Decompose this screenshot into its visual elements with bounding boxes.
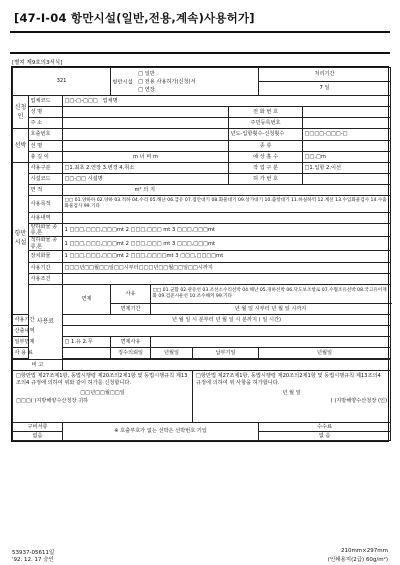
fee-amount-field[interactable] (63, 347, 111, 358)
unload-label: 양하화물 종류,톤 (29, 224, 63, 237)
work-type-value[interactable]: □1.입항 2.이선 (303, 163, 391, 174)
area-value[interactable] (63, 185, 391, 196)
calc-label: 산출내역 (13, 325, 29, 336)
partial-reason-label: 면제사유 (111, 336, 151, 347)
name-field[interactable] (63, 107, 229, 118)
paper-size: 210mm×297mm (340, 548, 388, 554)
option-extension[interactable]: □ 연장 (138, 86, 155, 93)
ship-type-field[interactable] (303, 141, 391, 152)
permit-form (11, 66, 389, 442)
address-label: 주 소 (29, 118, 63, 129)
use-type-value[interactable]: □1.최초 2.연장 3.변경 4.취소 (63, 163, 229, 174)
processing-period-label: 처리기간 (259, 68, 390, 82)
load-label: 적하화물 종류,톤 (29, 237, 63, 250)
stamp-fee-label: 수수료 (259, 422, 391, 431)
phone-label: 전 화 번 호 (229, 107, 303, 118)
use-period-value[interactable]: □□□년□□월□□일□□시부터□□□년□□월□□일□□시까지 (63, 262, 391, 273)
declaration-right-sign: ( )지방해양수산청장 (인) (330, 398, 388, 405)
form-number: [별지 제9호의3서식] (12, 60, 63, 66)
use-type-label: 사용구분 (29, 163, 63, 174)
unload-value[interactable]: 1 □□□,□□□,□□□mt 2 □□□,□□□ mt 3 □□□,□□□mt (63, 224, 391, 237)
permit-no-field[interactable] (303, 174, 391, 185)
exempt-period-label: 면제기간 (111, 303, 151, 314)
ship-type-label: 종 류 (229, 141, 303, 152)
partial-reason-field[interactable] (151, 336, 391, 347)
declaration-right-text: □항만법 제27조제1항, 동법시행령 제20조의2제1항 및 동법시행규칙 제13조의4 규정에 의하여 위 사항을 허가합니다. (196, 372, 381, 386)
request-date-label: 징수의뢰일 (111, 347, 151, 358)
declaration-left-sign: □□□( )지방해양수산청장 귀하 (16, 398, 89, 405)
facility-label: 항만시설 (112, 79, 133, 85)
fee-period-label: 사용기간 (13, 314, 29, 325)
call-sign-field[interactable] (63, 129, 229, 141)
storage-label: 장치화물 (29, 250, 63, 262)
details-field[interactable] (63, 213, 391, 224)
fee-period-value[interactable]: 년 월 일 시 분부터 년 월 일 시 분까지 ( 일 시간) (63, 314, 391, 325)
facility-group-label: 항만시설 (13, 163, 29, 315)
purpose-value[interactable]: □□ 01.양하하 02.양하 03.적하 04.수리 05.해난 06.급유 07.접안대기 08.화물대기 09.상가대기 10.출항대기 11.하실하역 12.계선 13.수입화물검사 14.수출화물검사 99.기타 (63, 196, 391, 213)
fee-label: 사 용 료 (13, 347, 29, 358)
permit-no-label: 허 가 번 호 (229, 174, 303, 185)
option-dedicated[interactable]: □ 전용 사용허가(신청)서 (138, 78, 196, 85)
facility-code-label: 시설코드 (29, 174, 63, 185)
request-date-value[interactable]: 년월일 (151, 347, 193, 358)
resident-no-field[interactable] (303, 118, 391, 129)
partial-exempt-value[interactable]: □ 1.유 2.무 (63, 336, 111, 347)
area-label: 면 적 (29, 185, 63, 196)
draft-value[interactable]: □□.□m (303, 152, 391, 163)
declaration-left-text: □항만법 제27조제1항, 동법시행령 제20조의2제1항 및 동법시행규칙 제13조의4 규정에 의하여 위와 같이 허가를 신청합니다. (16, 372, 188, 386)
length-label: 총 길 이 (29, 152, 63, 163)
call-sign-label: 호출번호 (29, 129, 63, 141)
condition-label: 사용조건 (29, 273, 63, 284)
vessel-group-label: 선박 (13, 129, 29, 163)
storage-value[interactable]: 1 □□□,□□□,□□□mt 2 □□□,□□□□mt 3 □□□,□□□□mt (63, 250, 391, 262)
declaration-left-date[interactable]: □□년□□월□□일 (80, 389, 125, 396)
remarks-field[interactable] (63, 359, 391, 370)
load-value[interactable]: 1 □□□,□□□,□□□mt 2 □□□,□□□ mt 3 □□□,□□□mt (63, 237, 391, 250)
use-period-label: 사용기간 (29, 262, 63, 273)
condition-field[interactable] (63, 273, 391, 284)
declaration-right-date: 년 월 일 (282, 389, 301, 396)
stamp-fee-value: 없 음 (259, 431, 391, 440)
address-field[interactable] (63, 118, 229, 129)
approval-date: '92. 12. 17 승인 (12, 557, 54, 563)
form-title: [47-Ⅰ-04 항만시설(일반,전용,계속)사용허가] (14, 11, 255, 25)
fee-group-label: 사용료 (29, 284, 63, 359)
title-rule-bottom (10, 52, 390, 54)
due-date-label: 납부기일 (193, 347, 259, 358)
partial-exempt-label: 일부면제 (13, 336, 29, 347)
work-type-label: 작 업 구 분 (229, 163, 303, 174)
facility-type-options (111, 68, 259, 96)
title-rule-top (10, 31, 390, 33)
arrival-value[interactable]: □□□□-□□□-□ (303, 129, 391, 141)
dimensions-value[interactable]: m 너 비 m (63, 152, 229, 163)
business-code-value[interactable]: □□-□-□□□ (64, 97, 98, 104)
ship-name-field[interactable] (63, 141, 229, 152)
ship-name-label: 선 명 (29, 141, 63, 152)
business-name-label: 업체명 (102, 97, 118, 104)
area-unit: m² 의 지 (134, 186, 155, 193)
documents-value: 없음 (13, 431, 63, 440)
exempt-reason-value[interactable]: □□ 01.군함 02.관유선 03.조선소수리선박 04.해난 05.경하선박 06.닥도보조항로 07.수협조유선박 08.국고유이재화 09.검준시운선 10.조수해커 99.기타 (151, 284, 391, 303)
draft-label: 예 상 흘 수 (229, 152, 303, 163)
processing-period-value: 7 일 (319, 85, 330, 91)
due-date-value[interactable]: 년월일 (259, 347, 391, 358)
facility-code-value[interactable]: □□-□□ 시설명 (63, 174, 229, 185)
exempt-label: 면제 (63, 284, 111, 314)
form-code-bottom: 53937-05611일 (12, 550, 55, 556)
exempt-period-value[interactable]: 년 월 일 시부터 년 월 일 시까지 (151, 303, 391, 314)
form-code: 321 (13, 68, 111, 96)
resident-no-label: 주민등록번호 (229, 118, 303, 129)
remarks-label: 비 고 (13, 359, 63, 370)
documents-label: 구비서류 (13, 422, 63, 431)
call-sign-note: ※ 호출부호가 없는 선박은 선박번호 기입 (63, 422, 259, 440)
name-label: 성 명 (29, 107, 63, 118)
arrival-label: 년도-입항횟수-신청횟수 (229, 129, 303, 141)
calc-field[interactable] (63, 325, 391, 336)
paper-spec: (인쇄용지(2급) 60g/m²) (327, 557, 388, 563)
details-label: 사용내역 (29, 213, 63, 224)
option-general[interactable]: □ 일반 (138, 70, 155, 77)
business-code-label: 업체코드 (29, 96, 63, 107)
purpose-label: 사용목적 (29, 196, 63, 213)
applicant-group-label: 신청인 (13, 96, 29, 129)
phone-field[interactable] (303, 107, 391, 118)
exempt-reason-label: 사유 (111, 284, 151, 303)
